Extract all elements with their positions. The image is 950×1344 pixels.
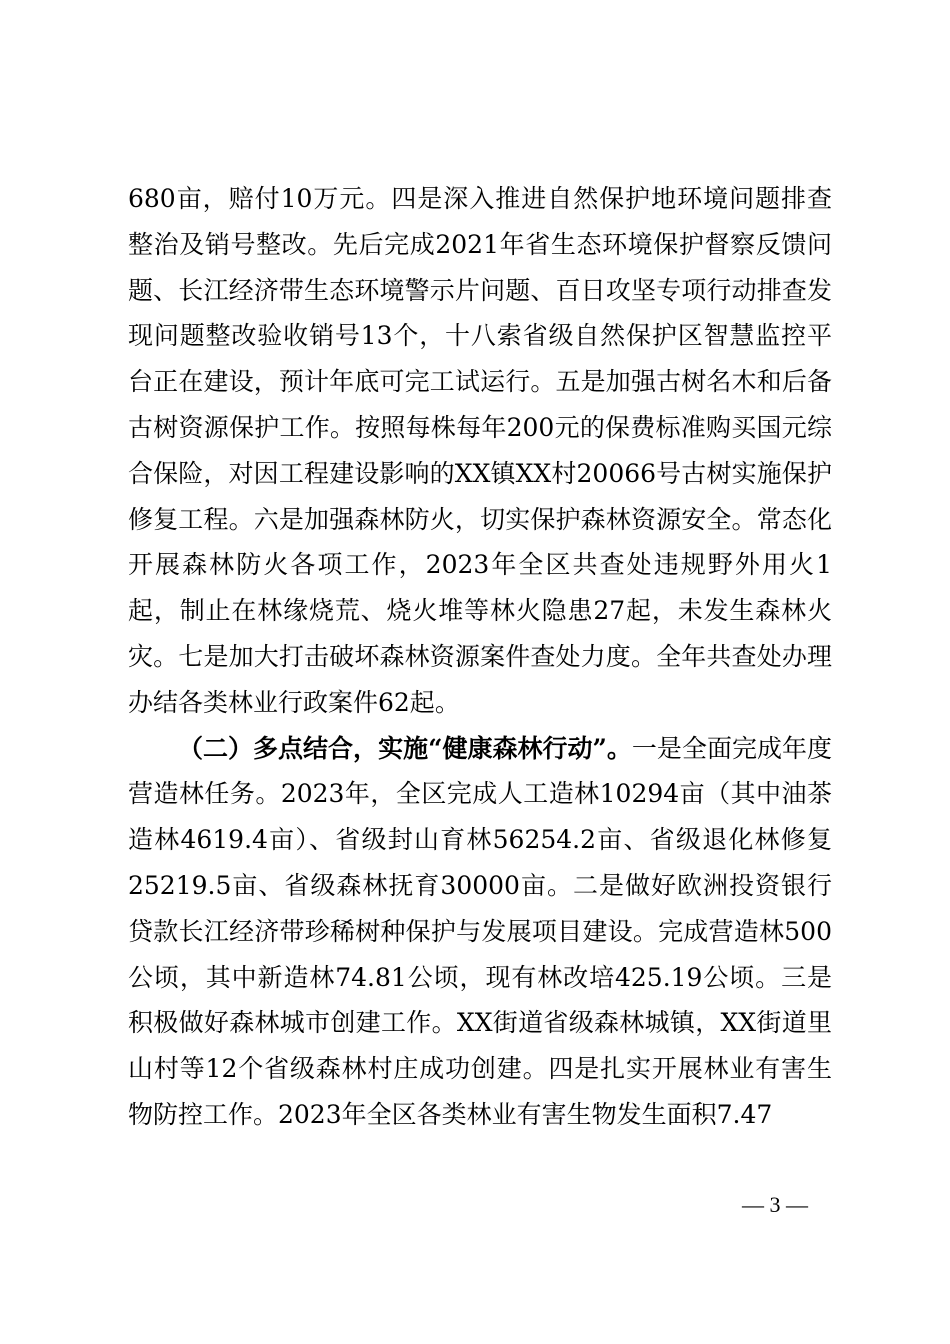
page-number: — 3 —	[742, 1192, 808, 1217]
section-body: 一是全面完成年度营造林任务。2023年，全区完成人工造林10294亩（其中油茶造林4619.4亩）、省级封山育林56254.2亩、省级退化林修复25219.5亩、省级森林抚育30000亩。二是做好欧洲投资银行贷款长江经济带珍稀树种保护与发展项目建设。完成营造林500公顷，其中新造林74.81公顷，现有林改培425.19公顷。三是积极做好森林城市创建工作。XX街道省级森林城镇，XX街道里山村等12个省级森林村庄成功创建。四是扎实开展林业有害生物防控工作。2023年全区各类林业有害生物发生面积7.47	[128, 733, 832, 1129]
section-heading: （二）多点结合，实施“健康森林行动”。	[178, 733, 632, 763]
body-text	[128, 176, 832, 1138]
paragraph-continuation: 680亩，赔付10万元。四是深入推进自然保护地环境问题排查整治及销号整改。先后完成2021年省生态环境保护督察反馈问题、长江经济带生态环境警示片问题、百日攻坚专项行动排查发现问题整改验收销号13个，十八索省级自然保护区智慧监控平台正在建设，预计年底可完工试运行。五是加强古树名木和后备古树资源保护工作。按照每株每年200元的保费标准购买国元综合保险，对因工程建设影响的XX镇XX村20066号古树实施保护修复工程。六是加强森林防火，切实保护森林资源安全。常态化开展森林防火各项工作，2023年全区共查处违规野外用火1起，制止在林缘烧荒、烧火堆等林火隐患27起，未发生森林火灾。七是加大打击破坏森林资源案件查处力度。全年共查处办理办结各类林业行政案件62起。	[128, 184, 832, 717]
paragraph-section-two	[128, 726, 832, 1138]
